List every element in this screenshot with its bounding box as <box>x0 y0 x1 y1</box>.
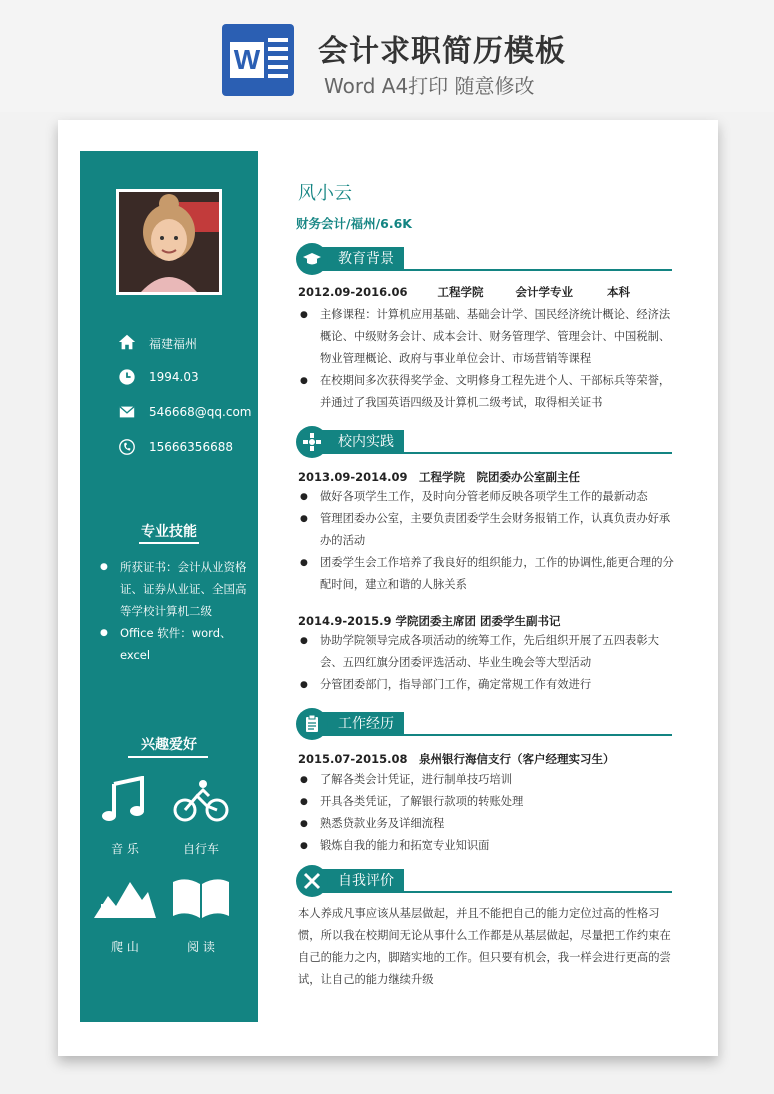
skills-list <box>100 556 250 666</box>
campus-entry-heading: 2013.09-2014.09 工程学院 院团委办公室副主任 <box>298 470 581 484</box>
home-icon <box>118 333 136 351</box>
list-item: ● 开具各类凭证，了解银行款项的转账处理 <box>298 791 676 813</box>
contact-phone-text: 15666356688 <box>149 440 233 454</box>
mail-icon <box>118 403 136 421</box>
education-degree: 本科 <box>607 285 631 299</box>
list-item: ● 熟悉贷款业务及详细流程 <box>298 813 676 835</box>
hobby-label: 爬 山 <box>111 940 139 954</box>
list-item: ● 锻炼自我的能力和拓宽专业知识面 <box>298 835 676 857</box>
education-school: 工程学院 <box>437 285 484 299</box>
top-banner <box>0 0 774 112</box>
self-eval-section-header <box>296 865 672 897</box>
profile-subtitle: 财务会计/福州/6.6K <box>296 216 412 231</box>
work-entry-heading: 2015.07-2015.08 泉州银行海信支行（客户经理实习生） <box>298 752 615 766</box>
campus-title: 校内实践 <box>318 430 404 454</box>
hobby-reading <box>166 874 236 955</box>
tools-icon <box>296 865 328 897</box>
work-section-header <box>296 708 672 740</box>
list-item: ● 协助学院领导完成各项活动的统筹工作，先后组织开展了五四表彰大会、五四红旗分团委评选活动、毕业生晚会等大型活动 <box>298 630 676 674</box>
hobby-cycling <box>166 776 236 857</box>
campus-section-header <box>296 426 672 458</box>
education-title: 教育背景 <box>318 247 404 271</box>
sidebar <box>80 151 258 1022</box>
contact-birth-text: 1994.03 <box>149 370 199 384</box>
self-eval-title: 自我评价 <box>318 869 404 893</box>
work-bullets <box>298 769 676 857</box>
contact-email-text: 546668@qq.com <box>149 405 252 419</box>
profile-name: 风小云 <box>298 183 352 204</box>
campus-entry-heading: 2014.9-2015.9 学院团委主席团 团委学生副书记 <box>298 614 561 628</box>
clipboard-icon <box>296 708 328 740</box>
clock-icon <box>118 368 136 386</box>
contact-birth <box>118 368 258 388</box>
banner-title: 会计求职简历模板 <box>318 34 566 69</box>
hobbies-heading: 兴趣爱好 <box>141 737 197 753</box>
education-period: 2012.09-2016.06 <box>298 285 408 299</box>
contact-address <box>118 333 258 353</box>
graduation-cap-icon <box>296 243 328 275</box>
list-item: ● 分管团委部门，指导部门工作，确定常规工作有效进行 <box>298 674 676 696</box>
skills-heading: 专业技能 <box>141 524 197 540</box>
education-bullets <box>298 304 676 414</box>
hobby-hiking <box>90 874 160 955</box>
education-major: 会计学专业 <box>515 285 574 299</box>
bicycle-icon <box>173 776 229 824</box>
list-item: ● 所获证书：会计从业资格证、证券从业证、全国高等学校计算机二级 <box>100 556 250 622</box>
hobby-label: 自行车 <box>182 842 219 856</box>
phone-icon <box>118 438 136 456</box>
education-section-header <box>296 243 672 275</box>
contact-email <box>118 403 258 423</box>
contact-phone <box>118 438 258 458</box>
list-item: ● Office 软件：word、excel <box>100 622 250 666</box>
avatar <box>116 189 222 295</box>
hobby-label: 音 乐 <box>111 842 139 856</box>
word-logo-icon <box>222 24 294 96</box>
work-title: 工作经历 <box>318 712 404 736</box>
campus-bullets-2 <box>298 630 676 696</box>
list-item: ● 做好各项学生工作，及时向分管老师反映各项学生工作的最新动态 <box>298 486 676 508</box>
banner-subtitle: Word A4打印 随意修改 <box>324 74 535 98</box>
campus-bullets-1 <box>298 486 676 596</box>
list-item: ● 主修课程：计算机应用基础、基础会计学、国民经济统计概论、经济法概论、中级财务会计、成本会计、财务管理学、管理会计、中国税制、物业管理概论、政府与事业单位会计、市场营销等课程 <box>298 304 676 370</box>
hobby-music <box>90 776 160 857</box>
list-item: ● 管理团委办公室，主要负责团委学生会财务报销工作，认真负责办好承办的活动 <box>298 508 676 552</box>
cross-arrows-icon <box>296 426 328 458</box>
education-entry-heading <box>298 284 630 300</box>
contact-address-text: 福建福州 <box>149 337 198 351</box>
self-eval-text: 本人养成凡事应该从基层做起，并且不能把自己的能力定位过高的性格习惯，所以我在校期间无论从事什么工作都是从基层做起，尽量把工作约束在自己的能力之内，脚踏实地的工作。但只要有机会，我一样会进行更高的尝试，让自己的能力继续升级 <box>298 907 671 986</box>
skills-underline <box>139 542 199 544</box>
hobbies-underline <box>128 756 208 758</box>
list-item: ● 在校期间多次获得奖学金、文明修身工程先进个人、干部标兵等荣誉，并通过了我国英语四级及计算机二级考试，取得相关证书 <box>298 370 676 414</box>
hobby-label: 阅 读 <box>187 940 215 954</box>
music-icon <box>100 776 150 824</box>
book-icon <box>170 874 232 922</box>
mountain-icon <box>92 874 158 922</box>
list-item: ● 团委学生会工作培养了我良好的组织能力，工作的协调性,能更合理的分配时间，建立和谐的人脉关系 <box>298 552 676 596</box>
list-item: ● 了解各类会计凭证，进行制单技巧培训 <box>298 769 676 791</box>
word-logo-letter: W <box>230 42 264 78</box>
